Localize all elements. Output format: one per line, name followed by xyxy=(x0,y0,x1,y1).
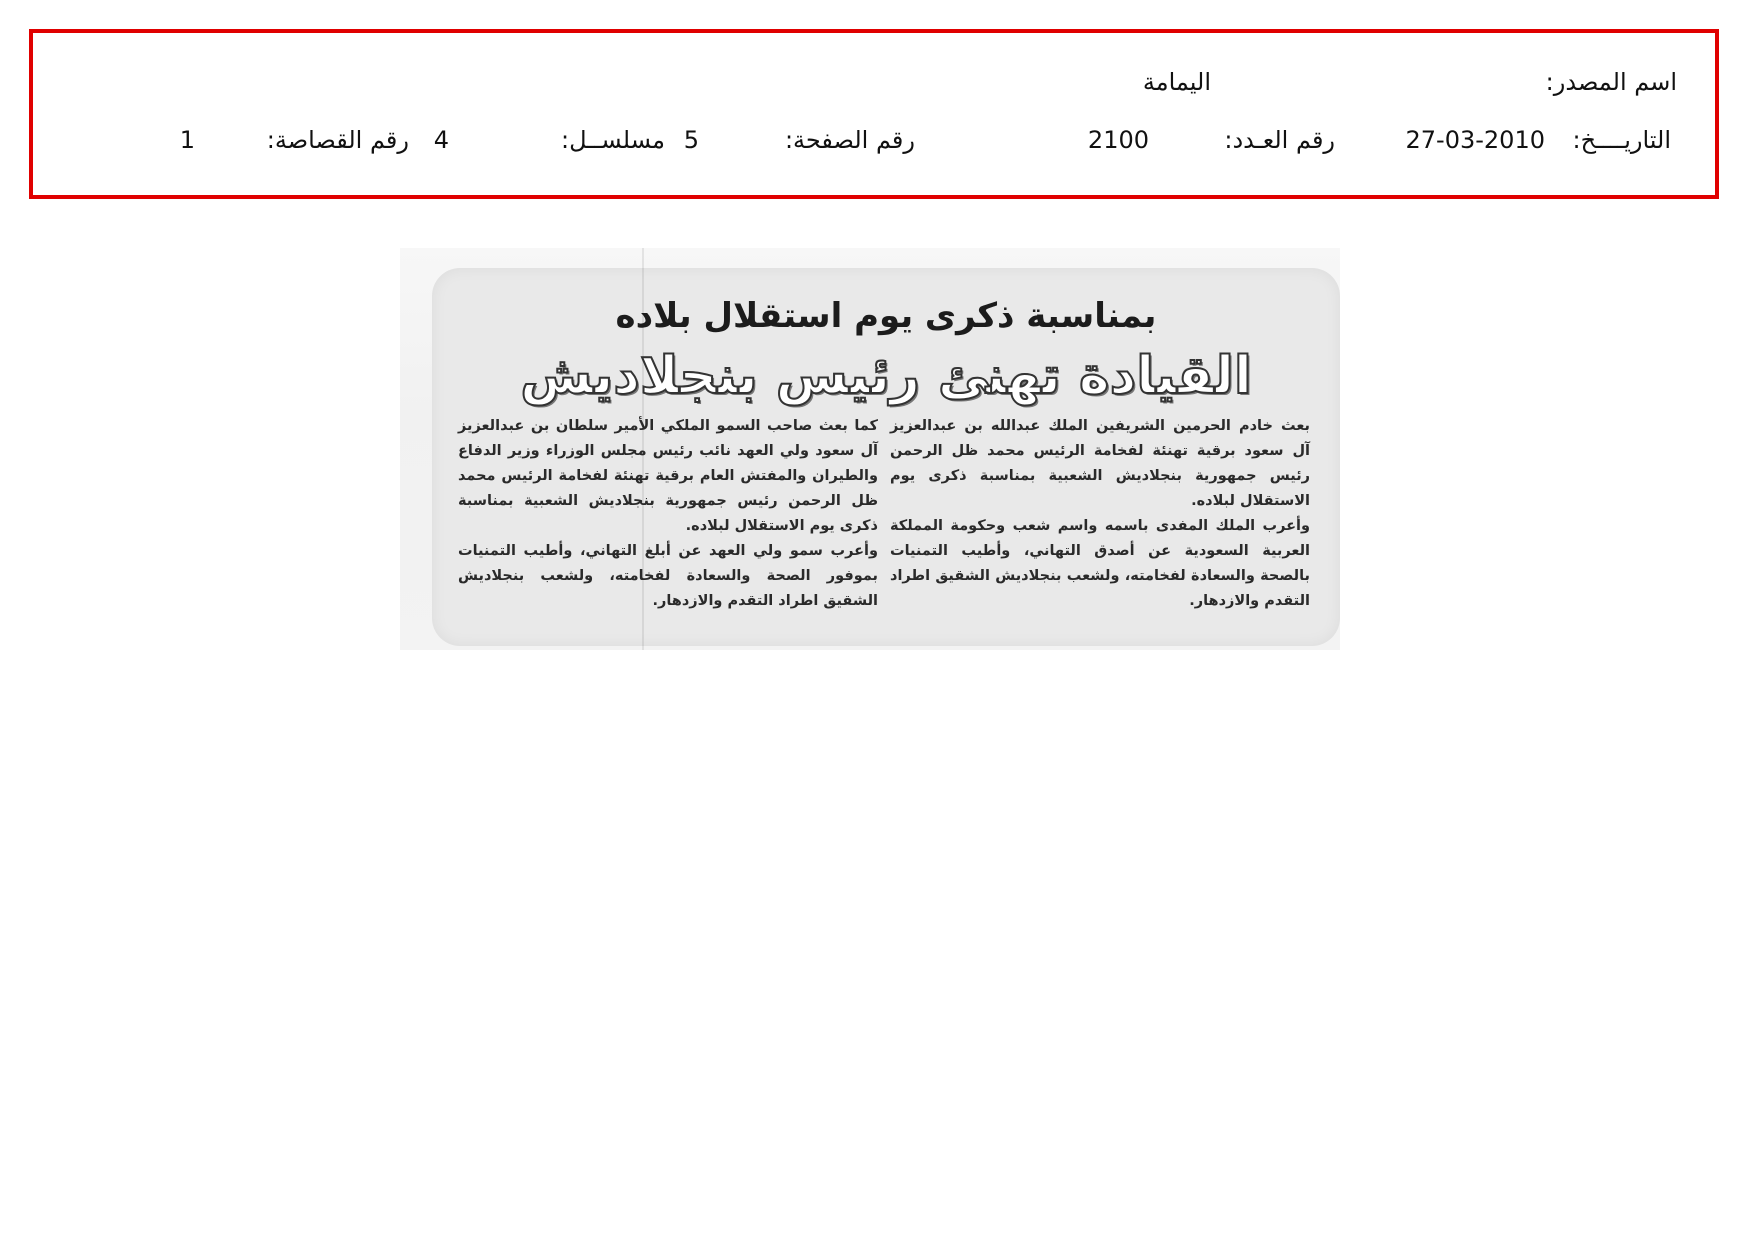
serial-label: مسلســل: xyxy=(561,126,665,154)
clip-number-label: رقم القصاصة: xyxy=(266,126,409,154)
article-headline: القيادة تهنئ رئيس بنجلاديش xyxy=(520,346,1252,406)
date-value: 27-03-2010 xyxy=(1405,126,1545,154)
issue-label: رقم العـدد: xyxy=(1224,126,1335,154)
date-label: التاريــــخ: xyxy=(1572,126,1671,154)
article-paragraph: وأعرب سمو ولي العهد عن أبلغ التهاني، وأطيب التمنيات بموفور الصحة والسعادة لفخامته، ولشعب بنجلاديش الشقيق اطراد التقدم والازدهار. xyxy=(458,543,878,609)
issue-value: 2100 xyxy=(1087,126,1149,154)
article-paragraph: بعث خادم الحرمين الشريفين الملك عبدالله بن عبدالعزيز آل سعود برقية تهنئة لفخامة الرئيس محمد ظل الرحمن رئيس جمهورية بنجلاديش الشعبية بمناسبة ذكرى يوم الاستقلال لبلاده. xyxy=(890,418,1310,509)
article-column-right xyxy=(890,414,1310,614)
page-label: رقم الصفحة: xyxy=(784,126,915,154)
newspaper-clipping xyxy=(400,248,1340,650)
source-value: اليمامة xyxy=(1142,68,1211,96)
article-paragraph: وأعرب الملك المفدى باسمه واسم شعب وحكومة المملكة العربية السعودية عن أصدق التهاني، وأطيب التمنيات بالصحة والسعادة لفخامته، ولشعب بنجلاديش الشقيق اطراد التقدم والازدهار. xyxy=(890,518,1310,609)
article-column-left xyxy=(458,414,878,614)
metadata-box xyxy=(29,29,1719,199)
article-paragraph: كما بعث صاحب السمو الملكي الأمير سلطان بن عبدالعزيز آل سعود ولي العهد نائب رئيس مجلس الوزراء وزير الدفاع والطيران والمفتش العام برقية تهنئة لفخامة الرئيس محمد ظل الرحمن رئيس جمهورية بنجلاديش الشعبية بمناسبة ذكرى يوم الاستقلال لبلاده. xyxy=(458,418,878,534)
source-label: اسم المصدر: xyxy=(1545,68,1677,96)
page-value: 5 xyxy=(683,126,699,154)
article-kicker: بمناسبة ذكرى يوم استقلال بلاده xyxy=(615,296,1157,336)
serial-value: 4 xyxy=(433,126,449,154)
clip-number-value: 1 xyxy=(179,126,195,154)
